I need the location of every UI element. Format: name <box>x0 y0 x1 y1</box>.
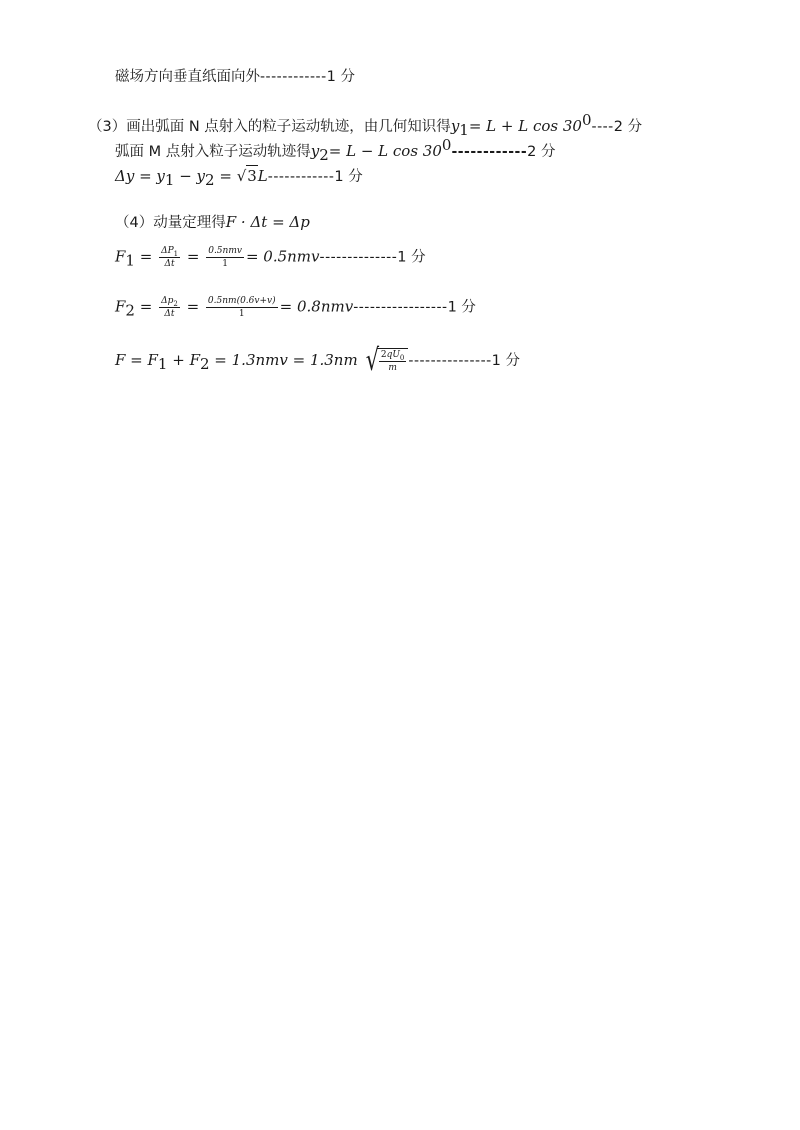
score-label: 2 分 <box>613 119 643 135</box>
f2-subscript: 2 <box>125 301 135 320</box>
sqrt-symbol: √ <box>365 343 379 378</box>
sqrt-numerator-subscript: 0 <box>399 353 405 362</box>
equation-superscript: 0 <box>581 111 592 129</box>
subscript-2: 2 <box>199 355 210 373</box>
equation-lhs: y <box>310 142 320 160</box>
equals: = <box>182 247 205 266</box>
answer-line-part3-n <box>88 111 643 139</box>
momentum-theorem-equation: F · Δt = Δp <box>225 213 310 231</box>
fraction-denominator-value: 1 <box>222 259 228 269</box>
fraction-value <box>206 245 244 270</box>
direction-text: 磁场方向垂直纸面向外 <box>115 69 260 85</box>
score-label: 1 分 <box>491 353 521 369</box>
equals: = <box>181 297 204 316</box>
plus-f: + F <box>167 351 200 369</box>
equation-subscript: 2 <box>319 146 329 164</box>
square-root <box>360 344 409 378</box>
part4-text: 动量定理得 <box>153 215 226 231</box>
score-dashes: --------------- <box>408 353 492 369</box>
equation-rhs: = L − L cos 30 <box>328 142 442 160</box>
sqrt-denominator: m <box>388 363 397 373</box>
subscript-1: 1 <box>157 355 168 373</box>
minus-y: − y <box>174 167 206 185</box>
answer-line-f1 <box>115 245 426 270</box>
fraction-denominator <box>206 308 278 320</box>
subscript-2: 2 <box>205 171 215 189</box>
fraction-numerator: ΔP <box>161 246 174 256</box>
answer-line-part3-m <box>115 136 556 164</box>
equation-lhs: y <box>450 117 460 135</box>
f-total-lhs: F = F <box>115 351 158 369</box>
answer-line-direction <box>115 66 355 87</box>
fraction-denominator-value: 1 <box>238 309 245 319</box>
fraction-dp-dt <box>159 245 180 270</box>
fraction-dp-dt <box>159 295 180 320</box>
f1-subscript: 1 <box>125 251 135 270</box>
delta-y: Δy = y <box>115 167 165 185</box>
fraction-numerator-subscript: 2 <box>173 299 178 308</box>
answer-line-part4 <box>115 212 310 233</box>
equation-superscript: 0 <box>441 136 452 154</box>
part3-text: 画出弧面 N 点射入的粒子运动轨迹，由几何知识得 <box>126 119 451 135</box>
sqrt-argument: 3 <box>247 167 257 185</box>
score-label: 1 分 <box>447 299 476 316</box>
fraction-numerator: Δp <box>161 296 174 306</box>
answer-line-f-total <box>115 344 520 378</box>
part-label: （3） <box>88 119 127 135</box>
f1-result: = 0.5nmv <box>245 247 320 266</box>
score-dashes: ----------------- <box>353 299 448 316</box>
sqrt-numerator: qU <box>386 350 400 360</box>
part3b-text: 弧面 M 点射入粒子运动轨迹得 <box>115 144 311 160</box>
f2-lhs: F <box>115 297 126 316</box>
fraction-numerator: 0.5nm(0.6v+v) <box>207 296 276 306</box>
answer-line-f2 <box>115 295 476 320</box>
score-dashes: ------------ <box>451 144 528 160</box>
part-label: （4） <box>115 215 154 231</box>
f2-result: = 0.8nmv <box>279 297 354 316</box>
fraction-denominator: Δt <box>164 309 175 319</box>
length-l: L <box>257 167 268 185</box>
score-label: 1 分 <box>334 169 363 185</box>
sqrt-fraction <box>379 349 407 374</box>
fraction-denominator <box>206 258 244 270</box>
equation-rhs: = L + L cos 30 <box>468 117 582 135</box>
score-label: 1 分 <box>326 69 355 85</box>
score-dashes: ------------ <box>267 169 335 185</box>
fraction-value <box>206 295 278 320</box>
equals: = <box>134 297 158 316</box>
answer-line-part3-delta <box>115 165 363 187</box>
fraction-numerator: 0.5nmv <box>208 246 242 256</box>
fraction-denominator: Δt <box>164 259 175 269</box>
score-dashes: -------------- <box>319 249 398 266</box>
f-total-mid: = 1.3nmv = 1.3nm <box>209 351 358 369</box>
subscript-1: 1 <box>164 171 175 189</box>
score-label: 1 分 <box>397 249 426 266</box>
sqrt-numerator-coefficient: 2 <box>380 350 387 360</box>
fraction-numerator-subscript: 1 <box>173 249 179 258</box>
score-label: 2 分 <box>527 144 556 160</box>
equation-subscript: 1 <box>459 121 469 139</box>
equals: = <box>214 167 237 185</box>
equals: = <box>134 247 158 266</box>
score-dashes: ---- <box>591 119 614 135</box>
score-dashes: ------------ <box>260 69 327 85</box>
sqrt-symbol: √ <box>236 167 247 185</box>
f1-lhs: F <box>115 247 126 266</box>
